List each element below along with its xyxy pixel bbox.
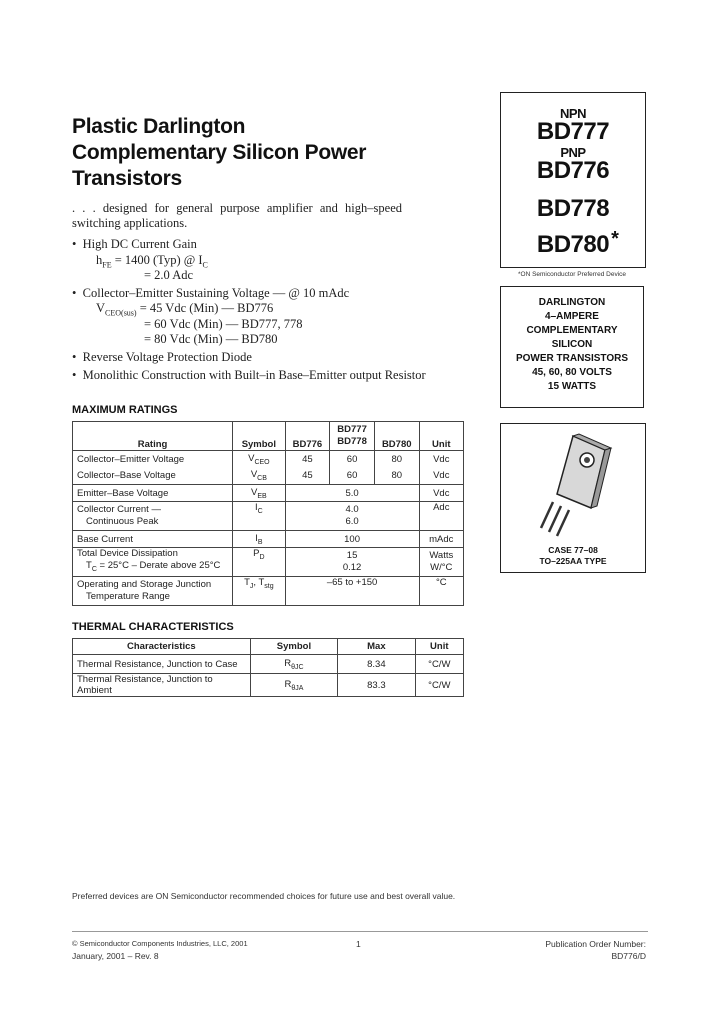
symbol: V [250,469,258,481]
table-header-row [73,422,464,451]
value-text-2: 6.0 [345,516,359,527]
desc-line: 15 WATTS [547,381,597,392]
max-ratings-heading: MAXIMUM RATINGS [72,404,178,416]
desc-line: POWER TRANSISTORS [515,353,629,364]
list-item [72,286,412,302]
value-cell: 80 [374,451,419,468]
symbol-sub: FE [102,260,112,269]
list-item [72,301,412,317]
bullet-icon: • [72,368,77,382]
table-row [73,674,464,697]
preferred-star-icon: * [611,228,619,250]
symbol: V [251,486,258,498]
bullet-text: = 45 Vdc (Min) — BD776 [136,301,274,315]
rating-cell [73,548,233,577]
value-cell [285,548,419,577]
part-bd776: BD776 [536,157,610,184]
value-cell: 80 [374,468,419,485]
page-number: 1 [356,939,361,949]
symbol-sub: C [202,260,208,269]
symbol-sub: J [249,582,254,590]
bullet-icon: • [72,237,77,251]
symbol-cell [233,502,285,531]
part-number-box [500,92,646,268]
value-cell: 45 [285,451,330,468]
symbol-cell [233,531,285,548]
case-box [500,423,646,573]
symbol-cell [250,655,338,674]
value-cell: 60 [330,468,375,485]
list-item: = 80 Vdc (Min) — BD780 [144,332,278,346]
symbol-sub: CB [257,475,267,483]
table-row [73,548,464,577]
symbol-sub: C [257,507,263,515]
value-cell: 45 [285,468,330,485]
unit-cell: Vdc [419,468,463,485]
list-item [72,350,412,366]
list-item [72,368,426,384]
symbol: V [96,301,106,315]
unit-cell: Vdc [419,451,463,468]
part-bd778: BD778 [536,195,610,222]
value-cell: –65 to +150 [285,577,419,606]
header-bd777-778 [330,422,375,451]
rating-text: Total Device Dissipation [77,548,178,560]
rating-cell: Base Current [73,531,233,548]
symbol: V [248,452,255,464]
symbol: P [253,548,260,559]
publication-number: BD776/D [611,951,646,961]
rating-cell: Collector–Base Voltage [73,468,233,485]
symbol: T [86,560,92,572]
symbol-cell [233,577,285,606]
characteristic-cell: Thermal Resistance, Junction to Case [73,655,251,674]
symbol-sub: θJA [291,684,304,692]
desc-line: 45, 60, 80 VOLTS [532,367,612,378]
max-cell: 83.3 [338,674,415,697]
unit-cell: °C [419,577,463,606]
part-bd777: BD777 [536,118,610,145]
part-bd780-row [501,228,645,258]
pnp-label: PNP [560,145,586,160]
value-text: 15 [346,550,358,561]
preferred-device-note: *ON Semiconductor Preferred Device [517,271,626,278]
header-max: Max [338,639,415,655]
rating-cell [73,577,233,606]
symbol-cell [233,468,285,485]
thermal-table [72,638,464,697]
copyright: © Semiconductor Components Industries, LLC, 2001 [72,939,248,948]
rating-text-2: Continuous Peak [86,516,159,527]
table-row [73,502,464,531]
list-item [72,253,412,269]
table-header-row [73,639,464,655]
symbol-sub: θJC [291,663,304,671]
symbol-sub: B [257,538,263,546]
title-line-3: Transistors [72,167,182,190]
header-bd778: BD778 [337,436,367,447]
header-bd777: BD777 [337,424,367,435]
unit-text: Watts [429,550,454,561]
bullet-text: Monolithic Construction with Built–in Base–Emitter output Resistor [82,368,426,382]
symbol: h [96,252,103,267]
header-bd780: BD780 [374,422,419,451]
value-cell [285,502,419,531]
desc-line: DARLINGTON [538,297,606,308]
value-cell: 5.0 [285,485,419,502]
list-item [72,237,412,253]
publication-label: Publication Order Number: [545,939,646,949]
part-bd780: BD780 [536,231,610,258]
title-line-2: Complementary Silicon Power [72,141,367,164]
bullet-icon: • [72,285,77,300]
value-cell: 100 [285,531,419,548]
rating-cell: Emitter–Base Voltage [73,485,233,502]
bullet-text: High DC Current Gain [82,237,197,251]
unit-text-2: W/°C [430,562,453,573]
value-text: 4.0 [345,504,359,515]
unit-cell: °C/W [415,674,463,697]
symbol: R [284,657,292,669]
symbol-sub: CEO(sus) [105,308,137,318]
symbol: R [284,678,292,690]
symbol-sub: CEO [254,458,270,466]
symbol-sub: D [259,553,265,561]
max-ratings-table [72,421,464,606]
symbol: I [255,502,258,513]
desc-line: SILICON [551,339,593,350]
rating-text-post: = 25°C – Derate above 25°C [96,560,221,572]
unit-cell: Adc [419,502,463,531]
list-item: = 2.0 Adc [144,268,194,282]
unit-cell: °C/W [415,655,463,674]
header-symbol: Symbol [233,422,285,451]
feature-list [72,237,426,384]
symbol-cell [233,451,285,468]
case-label [501,545,645,567]
bullet-text: Reverse Voltage Protection Diode [82,349,252,364]
header-unit: Unit [415,639,463,655]
description-box [500,286,644,408]
header-unit: Unit [419,422,463,451]
table-row [73,655,464,674]
symbol-cell [250,674,338,697]
rating-text-2: Temperature Range [86,591,170,602]
rating-text: Operating and Storage Junction [77,579,212,590]
table-row [73,468,464,485]
rating-cell: Collector–Emitter Voltage [73,451,233,468]
rating-cell [73,502,233,531]
symbol-sub: EB [257,492,267,500]
table-row [73,577,464,606]
symbol-mid: , T [253,577,265,588]
unit-cell: Vdc [419,485,463,502]
value-text-2: 0.12 [342,562,362,573]
to225-package-icon [501,424,645,544]
header-rating: Rating [73,422,233,451]
desc-line: COMPLEMENTARY [526,325,618,336]
desc-line: 4–AMPERE [545,311,599,322]
page-title [72,114,366,192]
footer-divider [72,931,648,932]
list-item: = 60 Vdc (Min) — BD777, 778 [144,316,303,331]
thermal-heading: THERMAL CHARACTERISTICS [72,621,234,633]
unit-cell [419,548,463,577]
npn-label: NPN [560,106,586,121]
value-cell: 60 [330,451,375,468]
symbol-sub: stg [264,582,274,590]
max-cell: 8.34 [338,655,415,674]
symbol-cell [233,485,285,502]
symbol: T [244,577,250,588]
title-line-1: Plastic Darlington [72,115,246,138]
preferred-devices-footnote: Preferred devices are ON Semiconductor recommended choices for future use and best overall value. [72,891,456,901]
characteristic-cell: Thermal Resistance, Junction to Ambient [73,674,251,697]
bullet-text: = 1400 (Typ) @ I [111,252,203,267]
unit-cell: mAdc [419,531,463,548]
header-symbol: Symbol [250,639,338,655]
header-characteristics: Characteristics [73,639,251,655]
rating-text-2 [77,560,228,576]
revision-date: January, 2001 – Rev. 8 [72,951,159,961]
rating-text: Collector Current — [77,504,161,515]
table-row [73,531,464,548]
bullet-text: Collector–Emitter Sustaining Voltage — @ 10 mAdc [82,285,350,300]
table-row [73,485,464,502]
bullet-icon: • [72,349,77,364]
symbol-sub: C [91,565,97,573]
intro-text: . . . designed for general purpose amplifier and high–speed switching applications. [72,201,402,230]
table-row [73,451,464,468]
header-bd776: BD776 [285,422,330,451]
case-number: CASE 77–08 [548,545,598,555]
symbol-cell [233,548,285,577]
case-type: TO–225AA TYPE [539,556,607,566]
symbol: I [255,532,258,544]
